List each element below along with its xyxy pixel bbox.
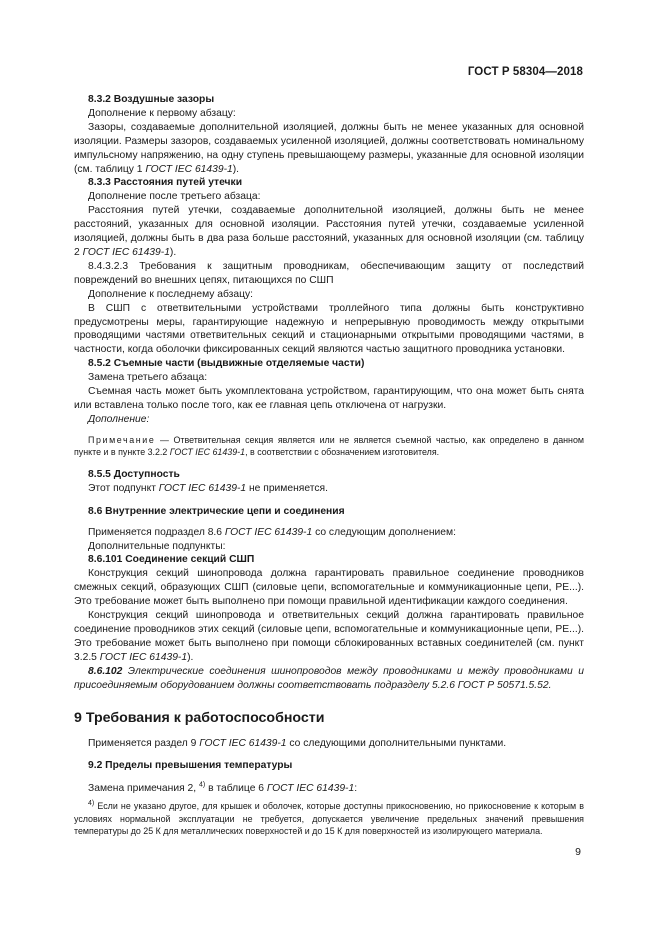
subsection-heading: 8.3.3 Расстояния путей утечки bbox=[88, 177, 243, 189]
paragraph: Дополнение к последнему абзацу: bbox=[88, 288, 254, 300]
standard-reference: ГОСТ IEC 61439-1 bbox=[99, 651, 188, 663]
standard-reference: ГОСТ IEC 61439-1 bbox=[224, 526, 313, 538]
subsection-heading: 8.6.101 Соединение секций СШП bbox=[88, 554, 255, 566]
document-body bbox=[74, 93, 584, 838]
document-header: ГОСТ Р 58304—2018 bbox=[467, 66, 583, 78]
standard-reference: ГОСТ IEC 61439-1 bbox=[82, 246, 170, 258]
section-heading: 9 Требования к работоспособности bbox=[74, 709, 325, 726]
paragraph: Зазоры, создаваемые дополнительной изоляцией, должны быть не менее указанных для основной изоляции. Размеры зазоров, создаваемых усиленной изоляцией, должны соответствовать номинальному импульсному напряжению, на одну ступень превышающему размеры, указанные для основной изоляции (см. таблицу 1 ГОСТ IEC 61439-1). bbox=[74, 121, 584, 175]
subsection-number: 8.6.102 bbox=[88, 665, 123, 677]
subsection-heading: 8.6 Внутренние электрические цепи и соединения bbox=[88, 505, 345, 517]
note: Примечание — Ответвительная секция является или не является съемной частью, как определено в данном пункте и в пункте 3.2.2 ГОСТ IEC 61439-1, в соответствии с обозначением изготовителя. bbox=[74, 434, 584, 458]
paragraph: Применяется подраздел 8.6 ГОСТ IEC 61439-1 со следующим дополнением: bbox=[88, 526, 456, 538]
standard-reference: ГОСТ IEC 61439-1 bbox=[266, 783, 355, 795]
paragraph: Конструкция секций шинопровода должна гарантировать правильное соединение проводников смежных секций, образующих СШП (силовые цепи, вспомогательные и коммуникационные цепи, РЕ...). Это требование может быть выполнено при помощи правильной идентификации каждого соединения. bbox=[74, 568, 584, 608]
footnote-marker: 4) bbox=[88, 800, 95, 808]
paragraph: Съемная часть может быть укомплектована устройством, гарантирующим, что она может быть снята или вставлена только после того, как ее главная цепь отключена от нагрузки. bbox=[74, 386, 584, 411]
paragraph: 8.6.102 Электрические соединения шинопроводов между проводниками и между проводниками и присоединяемым оборудованием должны соответствовать подразделу 5.2.6 ГОСТ Р 50571.5.52. bbox=[74, 665, 584, 691]
paragraph: Этот подпункт ГОСТ IEC 61439-1 не применяется. bbox=[88, 482, 328, 494]
paragraph: Дополнение: bbox=[88, 413, 150, 425]
standard-reference: ГОСТ IEC 61439-1 bbox=[199, 737, 287, 749]
paragraph: Дополнение после третьего абзаца: bbox=[88, 191, 261, 203]
subsection-heading: 9.2 Пределы превышения температуры bbox=[88, 760, 293, 772]
page-number: 9 bbox=[575, 846, 581, 858]
paragraph: Замена третьего абзаца: bbox=[88, 372, 208, 384]
subsection-heading: 8.5.5 Доступность bbox=[88, 468, 180, 480]
subsection-heading: 8.5.2 Съемные части (выдвижные отделяемые части) bbox=[88, 358, 365, 370]
paragraph: В СШП с ответвительными устройствами троллейного типа должны быть конструктивно предусмотрены меры, гарантирующие надежную и непрерывную проводимость между открытыми проводящими частями ответвительных секций и стационарными открытыми проводящими частями, в частности, когда оболочки фиксированных секций являются частью защитного проводника установки. bbox=[74, 302, 584, 356]
paragraph: 8.4.3.2.3 Требования к защитным проводникам, обеспечивающим защиту от последствий повреждений во внешних цепях, питающихся по СШП bbox=[74, 260, 584, 286]
subsection-heading: 8.3.2 Воздушные зазоры bbox=[88, 94, 215, 105]
footnote: $^{4)}$ Если не указано другое, для крышек и оболочек, которые доступны прикосновению, но прикосновение к которым в условиях нормальной эксплуатации не требуется, допускается увеличение предельных значений превышения температуры до 25 К для металлических поверхностей и до 15 К для поверхностей из изолирующего материала. bbox=[74, 800, 584, 837]
standard-reference: ГОСТ IEC 61439-1 bbox=[169, 447, 246, 458]
paragraph: Замена примечания 2, $^{4)}$ в таблице 6 ГОСТ IEC 61439-1: bbox=[88, 781, 358, 795]
note-label: Примечание bbox=[88, 434, 156, 445]
standard-reference: ГОСТ IEC 61439-1 bbox=[158, 482, 247, 494]
paragraph: Дополнение к первому абзацу: bbox=[88, 107, 236, 119]
paragraph: Конструкция секций шинопровода и ответвительных секций должна гарантировать правильное соединение проводников этих секций (силовые цепи, вспомогательные и коммуникационные цепи, РЕ...). Это требование может быть выполнено при помощи сблокированных вставных соединителей (см. пункт 3.2.5 ГОСТ IEC 61439-1). bbox=[74, 610, 584, 663]
paragraph: Дополнительные подпункты: bbox=[88, 540, 226, 552]
footnote-marker: 4) bbox=[198, 781, 206, 789]
paragraph: Расстояния путей утечки, создаваемые дополнительной изоляцией, должны быть не менее расстояний, указанных для основной изоляции. Расстояния путей утечки, создаваемые усиленной изоляцией, должны быть в два раза больше расстояний, указанных для основной изоляции (см. таблицу 2 ГОСТ IEC 61439-1). bbox=[74, 205, 584, 258]
standard-reference: ГОСТ IEC 61439-1 bbox=[145, 163, 233, 175]
paragraph: Применяется раздел 9 ГОСТ IEC 61439-1 со следующими дополнительными пунктами. bbox=[88, 737, 507, 749]
